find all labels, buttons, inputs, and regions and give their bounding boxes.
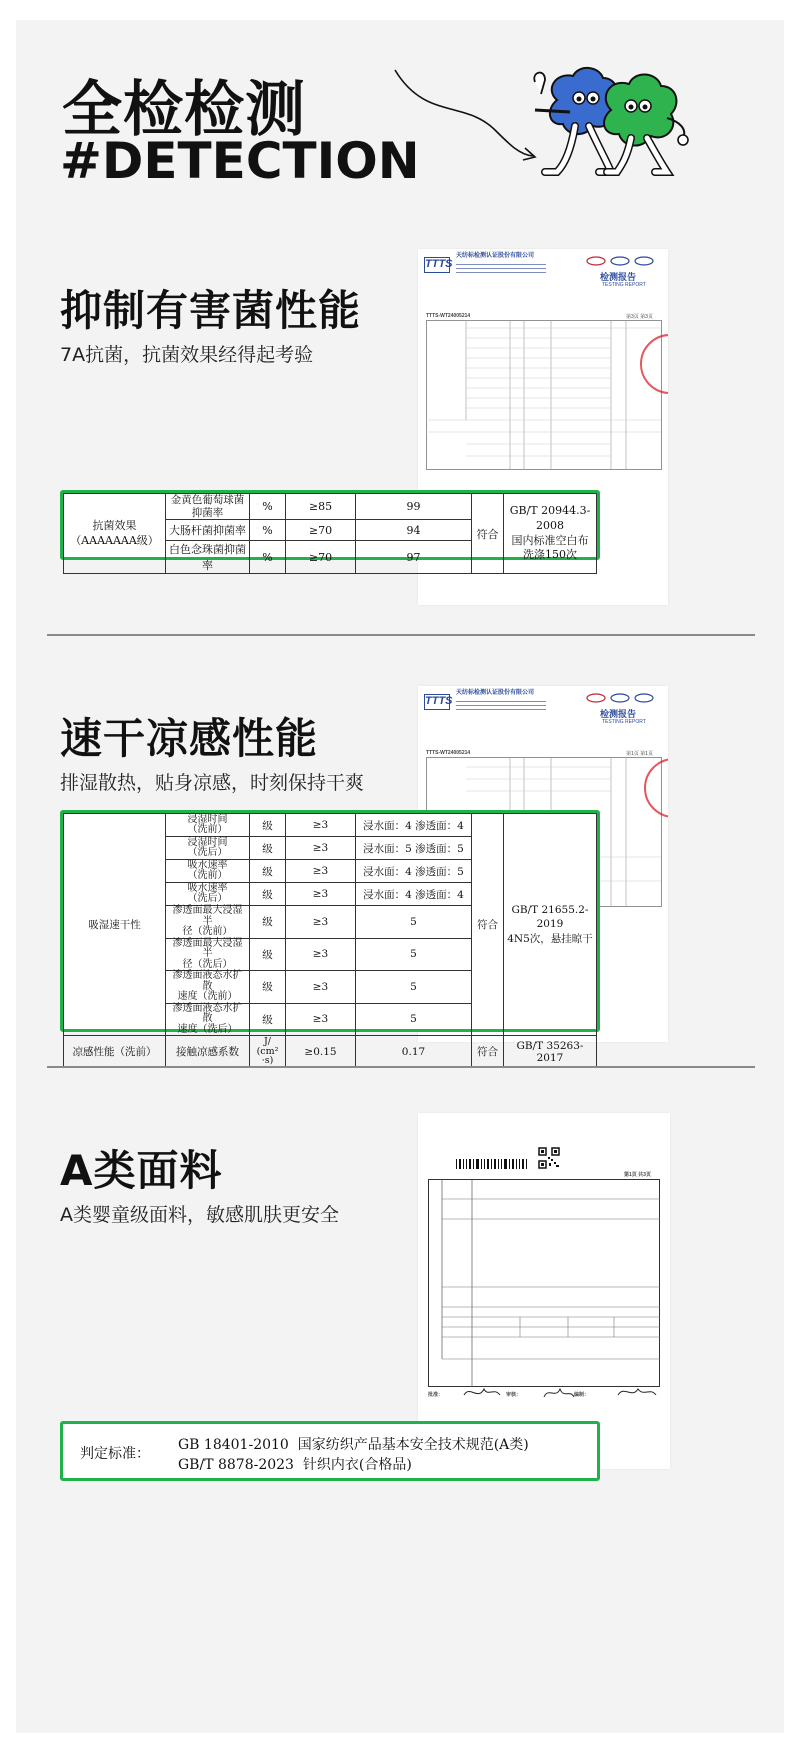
cool-standard: GB/T 35263-2017 xyxy=(504,1036,597,1068)
report-title-en: TESTING REPORT xyxy=(602,719,646,725)
quickdry-unit-4: 级 xyxy=(250,883,286,906)
quickdry-req-3: ≥3 xyxy=(286,860,356,883)
antibacterial-verdict: 符合 xyxy=(472,494,504,574)
quickdry-group-cell: 吸湿速干性 xyxy=(64,814,166,1036)
mascot-illustration xyxy=(385,60,715,190)
report-sign-review: 审核： xyxy=(506,1392,522,1398)
quickdry-verdict: 符合 xyxy=(472,814,504,1036)
page-title: 全检检测 xyxy=(62,75,306,145)
qr-code-icon xyxy=(538,1147,560,1169)
antibacterial-result-table xyxy=(63,493,597,574)
tts-logo: TTTS xyxy=(424,694,450,710)
antibacterial-result-3: 97 xyxy=(356,541,472,574)
quickdry-item-3: 吸水速率 （洗前） xyxy=(166,860,250,883)
quickdry-result-table xyxy=(63,813,597,1068)
quickdry-item-1: 浸湿时间 （洗前） xyxy=(166,814,250,837)
quickdry-result-7: 5 xyxy=(356,971,472,1004)
quickdry-unit-7: 级 xyxy=(250,971,286,1004)
tts-logo: TTTS xyxy=(424,257,450,273)
quickdry-unit-3: 级 xyxy=(250,860,286,883)
report-page: 第1页 共3页 xyxy=(624,1172,651,1178)
accreditation-icons xyxy=(586,692,662,704)
section-classa-subtitle: A类婴童级面料，敏感肌肤更安全 xyxy=(60,1204,339,1226)
quickdry-unit-1: 级 xyxy=(250,814,286,837)
classa-report-document xyxy=(418,1113,670,1469)
report-org-name: 天纺标检测认证股份有限公司 xyxy=(456,690,535,696)
quickdry-item-5: 渗透面最大浸湿半 径（洗前） xyxy=(166,906,250,939)
quickdry-result-4: 浸水面：4 渗透面：4 xyxy=(356,883,472,906)
report-number: TTTS-WT24005214 xyxy=(426,313,471,319)
quickdry-unit-6: 级 xyxy=(250,938,286,971)
antibacterial-item-3: 白色念珠菌抑菌率 xyxy=(166,541,250,574)
report-table-lines xyxy=(426,320,662,470)
quickdry-item-6: 渗透面最大浸湿半 径（洗后） xyxy=(166,938,250,971)
quickdry-req-2: ≥3 xyxy=(286,837,356,860)
quickdry-result-1: 浸水面：4 渗透面：4 xyxy=(356,814,472,837)
quickdry-result-3: 浸水面：4 渗透面：5 xyxy=(356,860,472,883)
antibacterial-req-1: ≥85 xyxy=(286,494,356,520)
antibacterial-standard: GB/T 20944.3-2008 国内标准空白布 洗涤150次 xyxy=(504,494,597,574)
quickdry-result-5: 5 xyxy=(356,906,472,939)
cool-group-cell: 凉感性能（洗前） xyxy=(64,1036,166,1068)
section-antibacterial-subtitle: 7A抗菌，抗菌效果经得起考验 xyxy=(60,344,314,366)
report-page: 第3页 第3页 xyxy=(626,314,653,320)
antibacterial-result-1: 99 xyxy=(356,494,472,520)
report-org-name: 天纺标检测认证股份有限公司 xyxy=(456,253,535,259)
report-title: 检测报告 xyxy=(599,272,636,282)
report-title-en: TESTING REPORT xyxy=(602,282,646,288)
quickdry-item-7: 渗透面液态水扩散 速度（洗前） xyxy=(166,971,250,1004)
quickdry-result-2: 浸水面：5 渗透面：5 xyxy=(356,837,472,860)
quickdry-req-4: ≥3 xyxy=(286,883,356,906)
quickdry-item-4: 吸水速率 （洗后） xyxy=(166,883,250,906)
quickdry-unit-5: 级 xyxy=(250,906,286,939)
cool-unit: J/ (cm² ·s) xyxy=(250,1036,286,1068)
report-form-lines xyxy=(428,1179,660,1387)
quickdry-standard: GB/T 21655.2-2019 4N5次，悬挂晾干 xyxy=(504,814,597,1036)
quickdry-req-7: ≥3 xyxy=(286,971,356,1004)
antibacterial-unit-1: % xyxy=(250,494,286,520)
antibacterial-item-2: 大肠杆菌抑菌率 xyxy=(166,520,250,541)
antibacterial-result-2: 94 xyxy=(356,520,472,541)
cool-req: ≥0.15 xyxy=(286,1036,356,1068)
section-quickdry-title: 速干凉感性能 xyxy=(60,714,319,763)
quickdry-req-6: ≥3 xyxy=(286,938,356,971)
quickdry-result-6: 5 xyxy=(356,938,472,971)
antibacterial-unit-2: % xyxy=(250,520,286,541)
section-divider-1 xyxy=(47,634,755,636)
quickdry-req-5: ≥3 xyxy=(286,906,356,939)
page-subtitle: #DETECTION xyxy=(60,132,420,190)
quickdry-result-8: 5 xyxy=(356,1003,472,1036)
report-org-lines xyxy=(456,698,546,710)
section-divider-2 xyxy=(47,1066,755,1068)
barcode-icon xyxy=(456,1159,530,1169)
section-classa-title: A类面料 xyxy=(60,1146,223,1195)
quickdry-item-2: 浸湿时间 （洗后） xyxy=(166,837,250,860)
report-number: TTTS-WT24005214 xyxy=(426,750,471,756)
quickdry-req-8: ≥3 xyxy=(286,1003,356,1036)
classa-standard-1: GB 18401-2010 国家纺织产品基本安全技术规范(A类) xyxy=(178,1437,529,1453)
report-title: 检测报告 xyxy=(599,709,636,719)
accreditation-icons xyxy=(586,255,662,267)
report-org-lines xyxy=(456,261,546,273)
antibacterial-unit-3: % xyxy=(250,541,286,574)
section-antibacterial-title: 抑制有害菌性能 xyxy=(60,286,362,335)
section-quickdry-subtitle: 排湿散热，贴身凉感，时刻保持干爽 xyxy=(60,772,365,794)
antibacterial-req-2: ≥70 xyxy=(286,520,356,541)
cool-verdict: 符合 xyxy=(472,1036,504,1068)
quickdry-unit-2: 级 xyxy=(250,837,286,860)
quickdry-req-1: ≥3 xyxy=(286,814,356,837)
cool-item: 接触凉感系数 xyxy=(166,1036,250,1068)
cool-result: 0.17 xyxy=(356,1036,472,1068)
quickdry-item-8: 渗透面液态水扩散 速度（洗后） xyxy=(166,1003,250,1036)
antibacterial-item-1: 金黄色葡萄球菌抑菌率 xyxy=(166,494,250,520)
antibacterial-req-3: ≥70 xyxy=(286,541,356,574)
quickdry-unit-8: 级 xyxy=(250,1003,286,1036)
classa-standard-2: GB/T 8878-2023 针织内衣(合格品) xyxy=(178,1457,412,1473)
classa-standard-label: 判定标准： xyxy=(80,1446,150,1462)
handwritten-signatures xyxy=(448,1381,668,1405)
report-page: 第1页 第1页 xyxy=(626,751,653,757)
report-sign-approve: 批准： xyxy=(428,1392,444,1398)
antibacterial-group-cell: 抗菌效果 （AAAAAAA级） xyxy=(64,494,166,574)
report-sign-compile: 编制： xyxy=(574,1392,590,1398)
